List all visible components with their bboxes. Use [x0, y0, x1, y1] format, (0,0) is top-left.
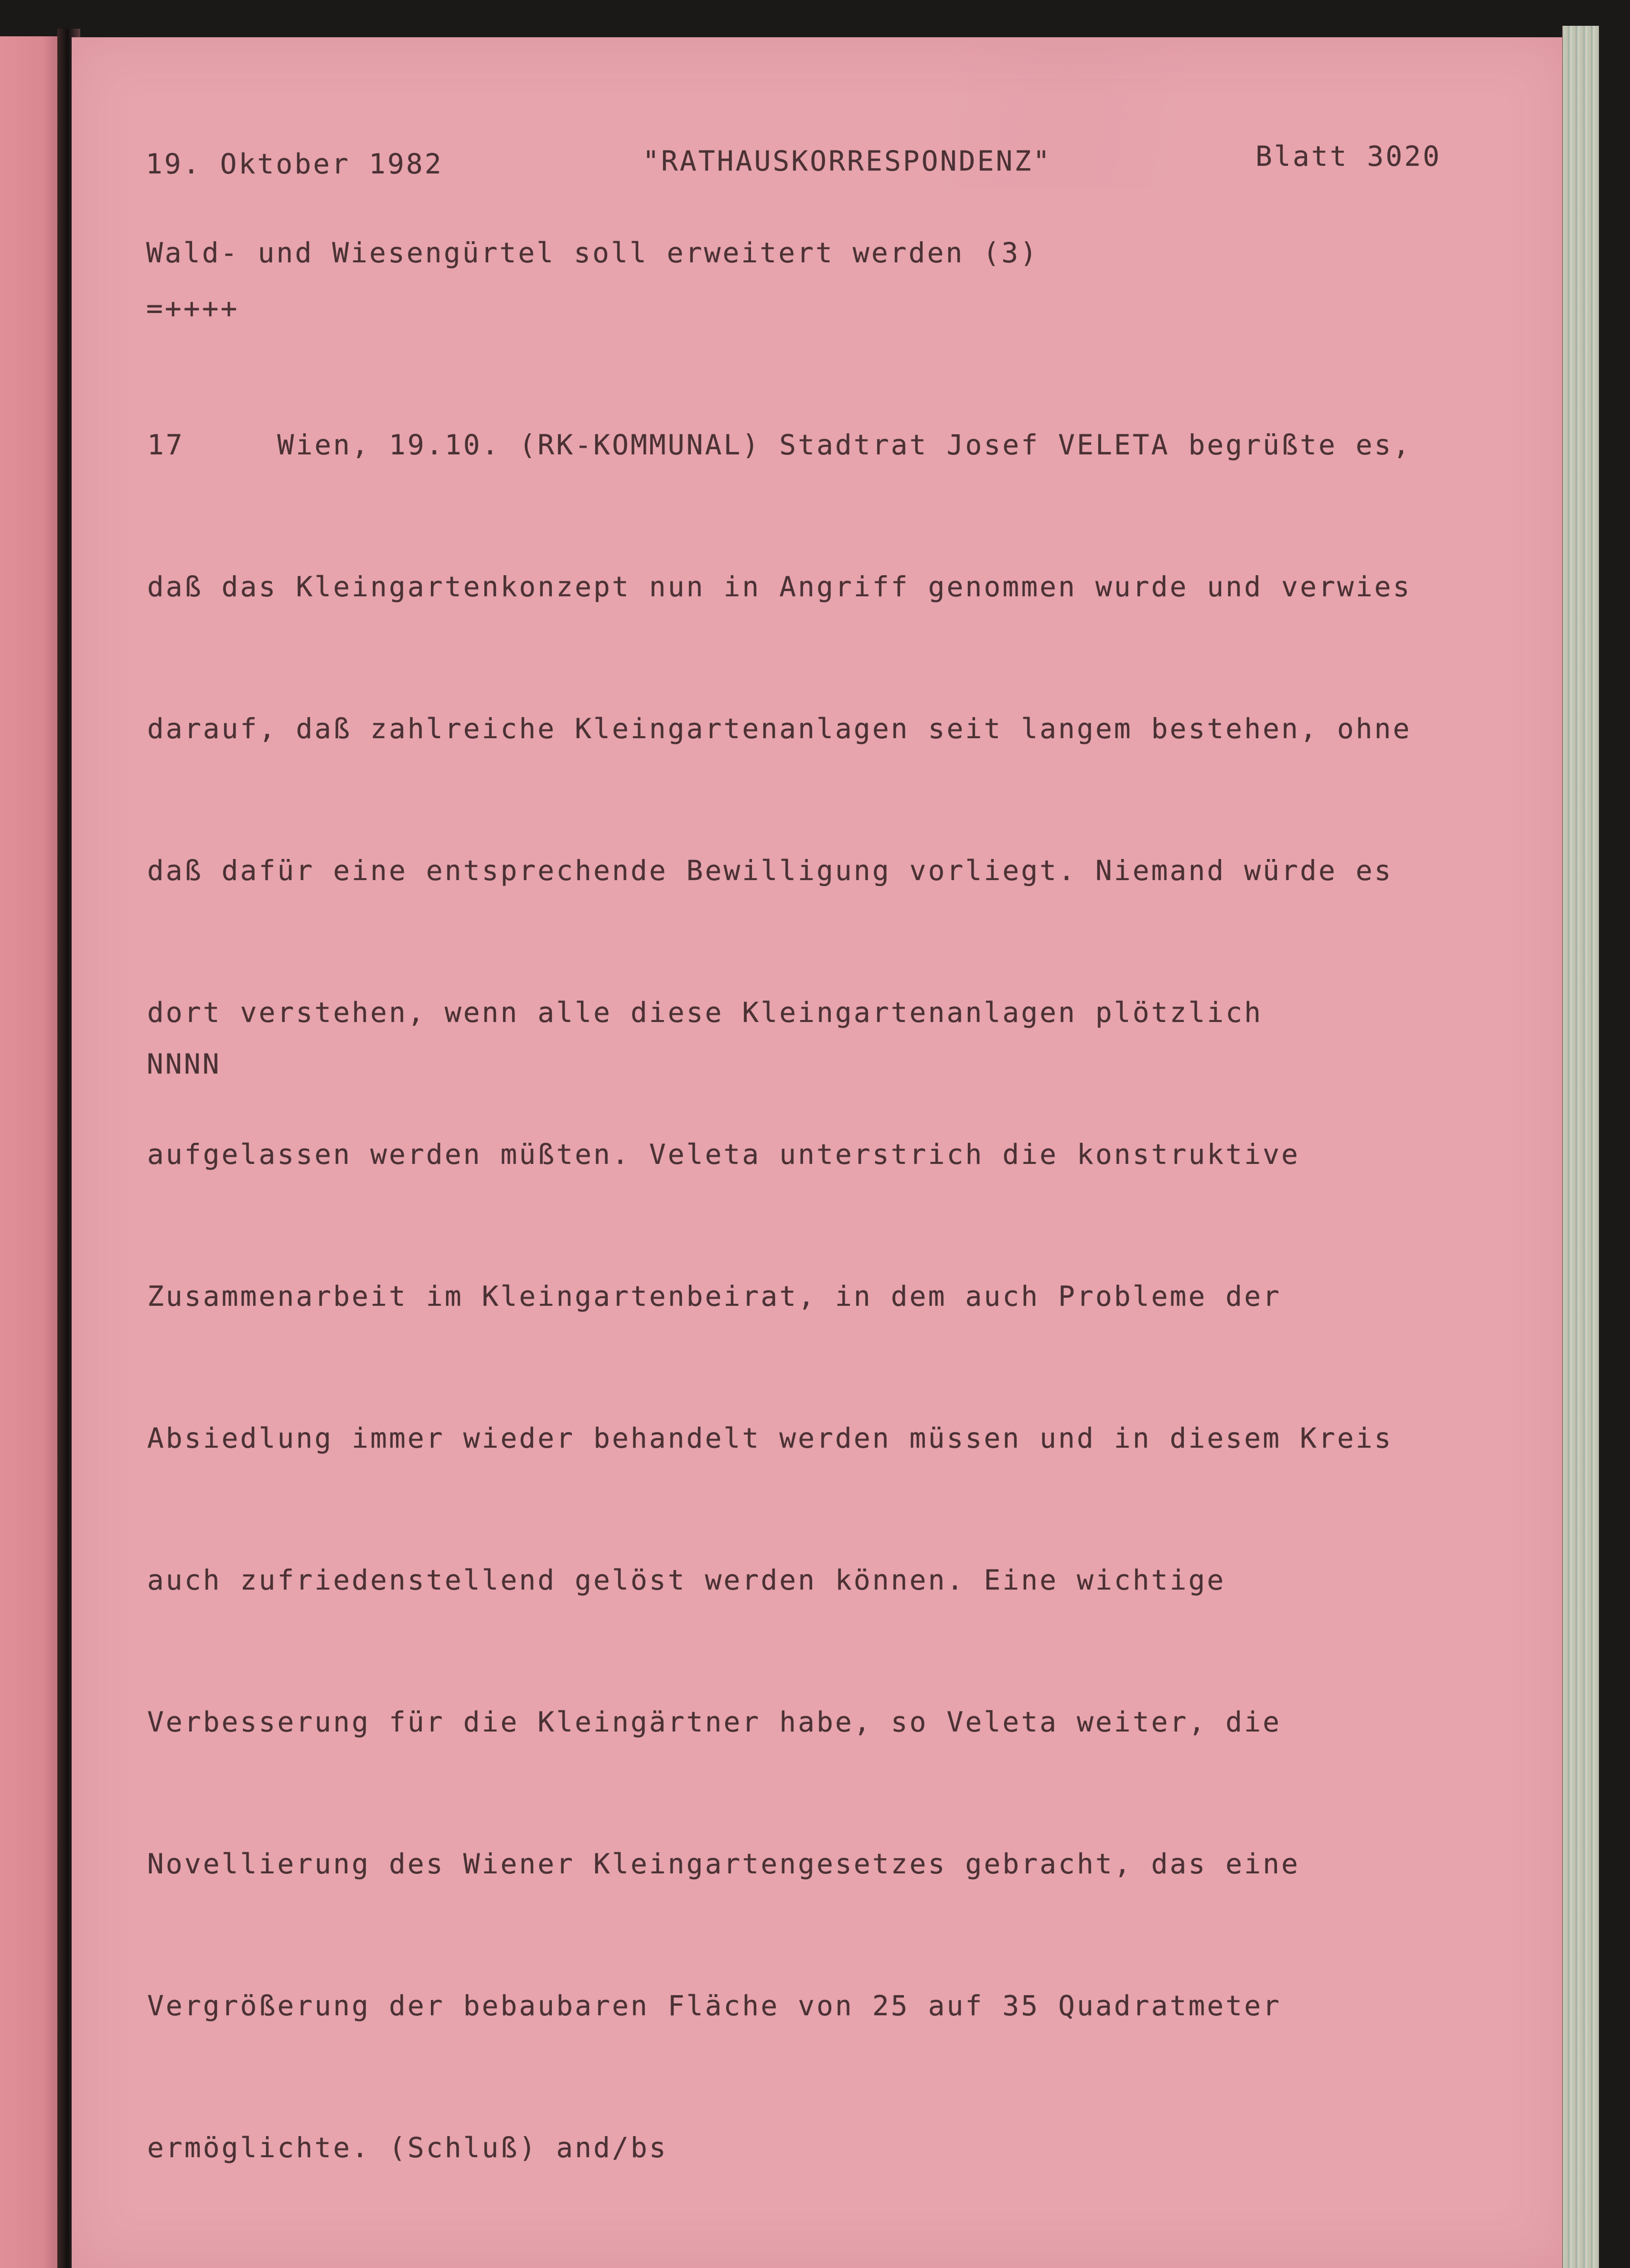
article-line: Zusammenarbeit im Kleingartenbeirat, in dem auch Probleme der [147, 1280, 1282, 1312]
article-line: Vergrößerung der bebaubaren Fläche von 25 auf 35 Quadratmeter [147, 1989, 1282, 2022]
article-line: Verbesserung für die Kleingärtner habe, so Veleta weiter, die [147, 1706, 1282, 1738]
book-page-edges [1562, 26, 1599, 2268]
article-line: darauf, daß zahlreiche Kleingartenanlagen seit langem bestehen, ohne [147, 712, 1412, 745]
article-line: dort verstehen, wenn alle diese Kleingartenanlagen plötzlich [147, 996, 1263, 1029]
article-line: Novellierung des Wiener Kleingartengesetzes gebracht, das eine [147, 1848, 1300, 1880]
article-body [147, 327, 1412, 2266]
publication-title: "RATHAUSKORRESPONDENZ" [643, 145, 1052, 177]
article-separator: =++++ [146, 292, 239, 324]
left-page-edge [0, 36, 61, 2268]
article-line: aufgelassen werden müßten. Veleta unterstrich die konstruktive [147, 1138, 1300, 1171]
article-line: Absiedlung immer wieder behandelt werden müssen und in diesem Kreis [147, 1422, 1393, 1454]
article-title: Wald- und Wiesengürtel soll erweitert werden (3) [146, 236, 1039, 269]
sheet-number: Blatt 3020 [1255, 140, 1442, 172]
document-date: 19. Oktober 1982 [146, 148, 443, 180]
article-line: ermöglichte. (Schluß) and/bs [147, 2131, 668, 2164]
article-line: 17 Wien, 19.10. (RK-KOMMUNAL) Stadtrat Josef VELETA begrüßte es, [147, 429, 1412, 461]
end-mark: NNNN [147, 1048, 221, 1080]
article-line: daß das Kleingartenkonzept nun in Angriff genommen wurde und verwies [147, 570, 1412, 603]
article-line: daß dafür eine entsprechende Bewilligung vorliegt. Niemand würde es [147, 854, 1393, 887]
article-line: auch zufriedenstellend gelöst werden können. Eine wichtige [147, 1564, 1226, 1596]
